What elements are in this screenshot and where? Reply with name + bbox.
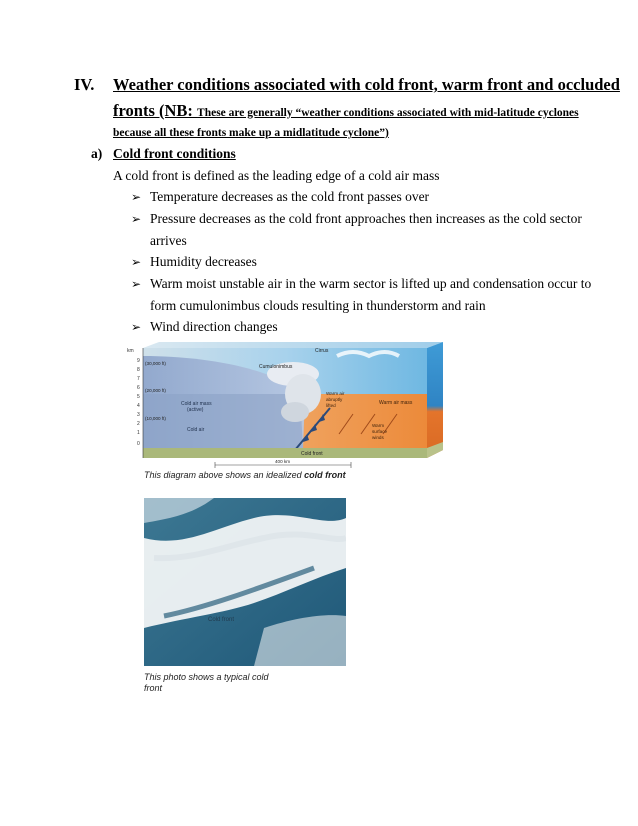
subsection-letter: a) bbox=[91, 146, 103, 161]
section-title-line2 bbox=[113, 101, 579, 121]
diagram-caption bbox=[144, 470, 346, 480]
section-title-line2-main: fronts (NB: bbox=[113, 101, 198, 120]
cirrus-label: Cirrus bbox=[315, 348, 329, 354]
altitude-label: (20,000 ft) bbox=[145, 388, 166, 393]
arrow-bullet-icon: ➢ bbox=[131, 277, 142, 291]
axis-tick: 6 bbox=[137, 385, 140, 391]
cumulonimbus-cloud bbox=[281, 402, 309, 422]
warm-surface-winds-label: surface bbox=[372, 429, 388, 434]
axis-tick: 1 bbox=[137, 430, 140, 436]
section-number: IV. bbox=[74, 75, 95, 94]
warm-air-lifted-label: lifted bbox=[326, 403, 336, 408]
cold-front-label: Cold front bbox=[301, 451, 323, 457]
photo-caption-line1: This photo shows a typical cold bbox=[144, 672, 269, 682]
warm-surface-winds-label: winds bbox=[372, 435, 384, 440]
subsection-title: Cold front conditions bbox=[113, 146, 236, 161]
altitude-label: (10,000 ft) bbox=[145, 416, 166, 421]
axis-unit: km bbox=[127, 348, 134, 354]
cold-front-photo bbox=[144, 498, 346, 666]
intro-paragraph: A cold front is defined as the leading edge of a cold air mass bbox=[113, 168, 440, 183]
cold-air-label: Cold air bbox=[187, 427, 205, 433]
diagram-top-face bbox=[143, 342, 443, 348]
arrow-bullet-icon: ➢ bbox=[131, 190, 142, 204]
photo-caption-line2: front bbox=[144, 683, 163, 693]
arrow-bullet-icon: ➢ bbox=[131, 212, 142, 226]
warm-surface-winds-label: Warm bbox=[372, 423, 385, 428]
axis-tick: 3 bbox=[137, 412, 140, 418]
section-title-line1: Weather conditions associated with cold front, warm front and occluded bbox=[113, 75, 620, 94]
bullet-item: Pressure decreases as the cold front approaches then increases as the cold sector bbox=[150, 211, 582, 226]
section-title-line2-note: These are generally “weather conditions associated with mid-latitude cyclones bbox=[197, 107, 579, 119]
warm-air-mass-label: Warm air mass bbox=[379, 400, 413, 406]
bullet-item-continuation: form cumulonimbus clouds resulting in thunderstorm and rain bbox=[150, 298, 486, 313]
axis-tick: 2 bbox=[137, 421, 140, 427]
arrow-bullet-icon: ➢ bbox=[131, 255, 142, 269]
bullet-item: Humidity decreases bbox=[150, 254, 257, 269]
cumulonimbus-label: Cumulonimbus bbox=[259, 364, 293, 370]
warm-air-lifted-label: abruptly bbox=[326, 397, 343, 402]
photo-label: Cold front bbox=[208, 617, 235, 623]
diagram-caption-bold: cold front bbox=[304, 470, 346, 480]
cold-air-mass-label: (active) bbox=[187, 407, 204, 413]
section-title-line3: because all these fronts make up a midlatitude cyclone”) bbox=[113, 127, 389, 139]
axis-tick: 8 bbox=[137, 367, 140, 373]
axis-tick: 4 bbox=[137, 403, 140, 409]
cold-front-diagram bbox=[125, 338, 450, 472]
bullet-item-continuation: arrives bbox=[150, 233, 187, 248]
arrow-bullet-icon: ➢ bbox=[131, 320, 142, 334]
axis-tick: 0 bbox=[137, 441, 140, 447]
axis-tick: 9 bbox=[137, 358, 140, 364]
cold-air-mass-label: Cold air mass bbox=[181, 401, 212, 407]
bullet-item: Wind direction changes bbox=[150, 319, 278, 334]
diagram-ground-front bbox=[143, 448, 427, 458]
axis-tick: 7 bbox=[137, 376, 140, 382]
diagram-caption-text: This diagram above shows an idealized bbox=[144, 470, 305, 480]
cold-air-base bbox=[143, 394, 303, 448]
axis-tick: 5 bbox=[137, 394, 140, 400]
warm-air-lifted-label: Warm air bbox=[326, 391, 345, 396]
bullet-item: Warm moist unstable air in the warm sector is lifted up and condensation occur to bbox=[150, 276, 592, 291]
bullet-item: Temperature decreases as the cold front passes over bbox=[150, 189, 430, 204]
altitude-label: (30,000 ft) bbox=[145, 361, 166, 366]
scale-label: 400 km bbox=[275, 459, 291, 464]
diagram-side-face bbox=[427, 342, 443, 458]
